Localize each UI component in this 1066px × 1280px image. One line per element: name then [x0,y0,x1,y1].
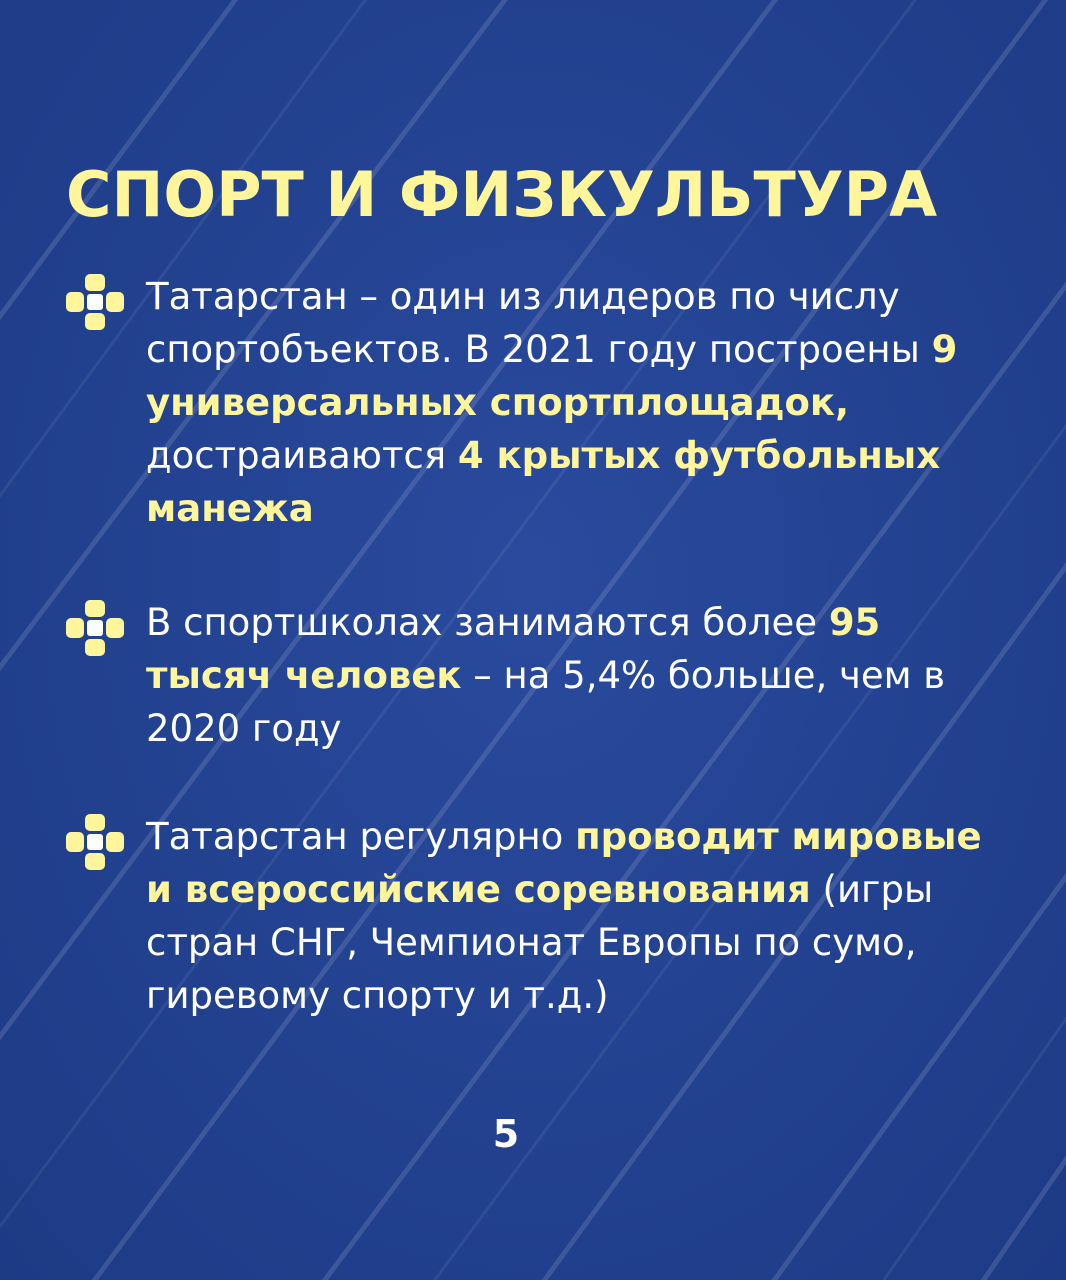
bullet-text-part: В спортшколах занимаются более [146,601,829,644]
bullet-highlight: 95 тысяч человек [146,601,881,697]
bullet-item [66,270,1016,535]
plus-cross-icon [66,274,124,330]
bullet-text [146,810,1006,1022]
bullet-highlight: 9 универсальных спортплощадок, [146,328,958,424]
bullet-highlight: проводит мировые и всероссийские соревнования [146,815,982,911]
bullet-item [66,810,1016,1022]
bullet-text-part: Татарстан регулярно [146,815,576,858]
bullet-highlight: 4 крытых футбольных манежа [146,434,941,530]
bullet-text-part: (игры стран СНГ, Чемпионат Европы по сумо, гиревому спорту и т.д.) [146,868,934,1017]
page-title: СПОРТ И ФИЗКУЛЬТУРА [66,158,938,231]
bullet-item [66,596,1016,755]
plus-cross-icon [66,600,124,656]
bullet-text-part: – на 5,4% больше, чем в 2020 году [146,654,946,750]
page-number: 5 [492,1112,520,1156]
bullet-text-part: Татарстан – один из лидеров по числу спортобъектов. В 2021 году построены [146,275,932,371]
bullet-text-part: достраиваются [146,434,458,477]
bullet-text [146,270,1006,535]
plus-cross-icon [66,814,124,870]
bullet-text [146,596,1006,755]
